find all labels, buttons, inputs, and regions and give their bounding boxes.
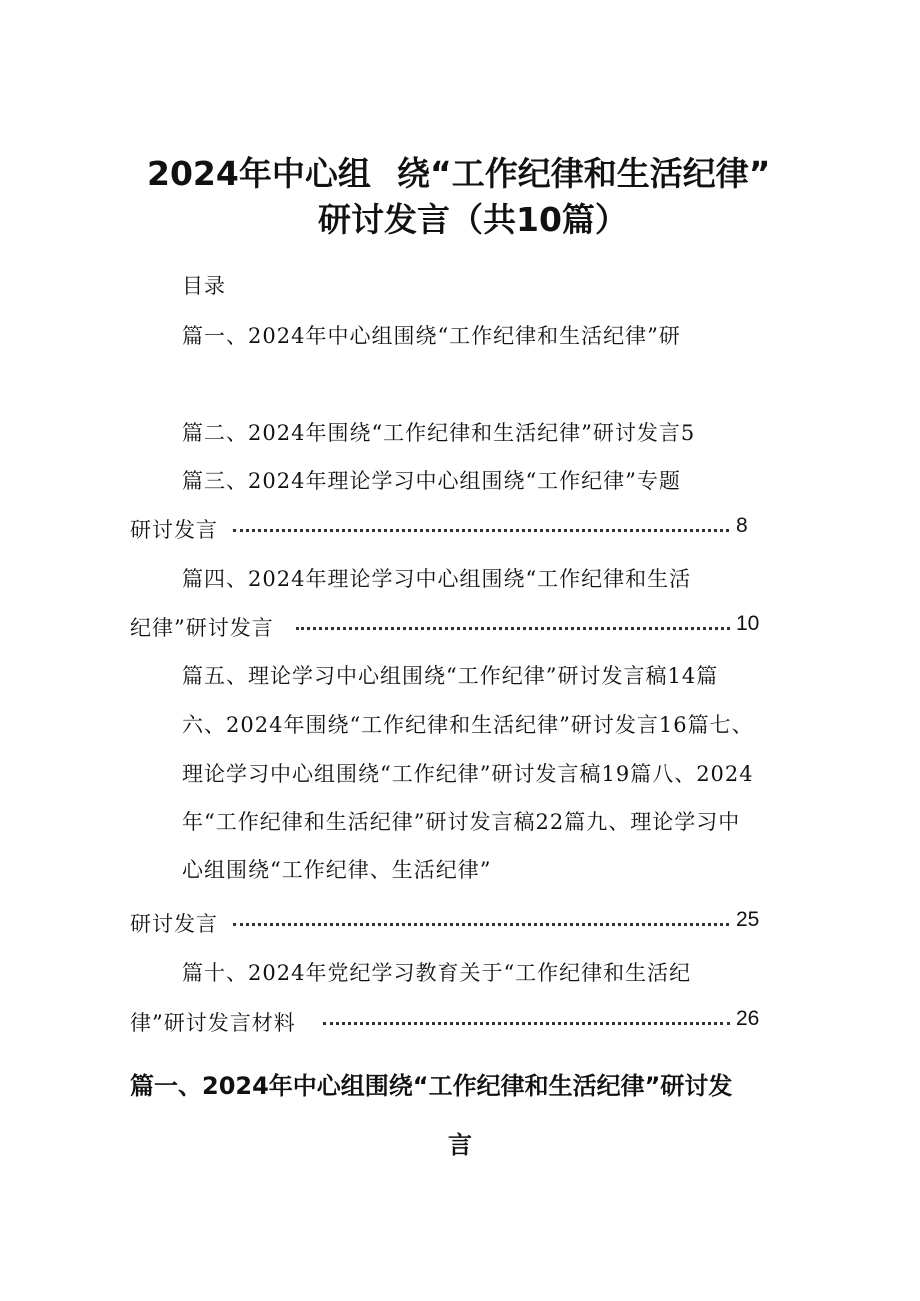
toc-entry-10-page: 26	[736, 1007, 760, 1030]
toc-entry-10[interactable]: 篇十、2024年党纪学习教育关于“工作纪律和生活纪	[182, 961, 692, 985]
toc-entry-9-cont[interactable]: 研讨发言	[130, 912, 218, 936]
toc-entry-10-leader	[323, 1022, 730, 1025]
toc-entry-3[interactable]: 篇三、2024年理论学习中心组围绕“工作纪律”专题	[182, 469, 681, 493]
toc-entry-3-leader	[233, 529, 729, 532]
toc-entry-3-page: 8	[736, 514, 748, 537]
toc-entry-4[interactable]: 篇四、2024年理论学习中心组围绕“工作纪律和生活	[182, 567, 692, 591]
toc-entry-9-page: 25	[736, 908, 760, 931]
toc-entry-5[interactable]: 篇五、理论学习中心组围绕“工作纪律”研讨发言稿14篇	[182, 664, 719, 688]
toc-entry-9[interactable]: 心组围绕“工作纪律、生活纪律”	[182, 858, 492, 882]
toc-entry-7[interactable]: 理论学习中心组围绕“工作纪律”研讨发言稿19篇八、2024	[182, 762, 754, 786]
toc-entry-8[interactable]: 年“工作纪律和生活纪律”研讨发言稿22篇九、理论学习中	[182, 810, 741, 834]
toc-entry-4-leader	[296, 627, 730, 630]
toc-entry-1[interactable]: 篇一、2024年中心组围绕“工作纪律和生活纪律”研	[182, 324, 681, 348]
doc-title-line1-part2: 绕“工作纪律和生活纪律”	[397, 154, 771, 193]
toc-entry-4-cont[interactable]: 纪律”研讨发言	[130, 616, 274, 640]
toc-entry-10-cont[interactable]: 律”研讨发言材料	[130, 1011, 296, 1035]
toc-entry-9-leader	[233, 923, 729, 926]
section-heading-line2: 言	[448, 1131, 472, 1159]
toc-entry-2[interactable]: 篇二、2024年围绕“工作纪律和生活纪律”研讨发言5	[182, 421, 696, 445]
doc-title-line2: 研讨发言（共10篇）	[318, 200, 628, 239]
toc-entry-3-cont[interactable]: 研讨发言	[130, 518, 218, 542]
section-heading-line1: 篇一、2024年中心组围绕“工作纪律和生活纪律”研讨发	[130, 1072, 733, 1100]
toc-entry-6[interactable]: 六、2024年围绕“工作纪律和生活纪律”研讨发言16篇七、	[182, 713, 754, 737]
toc-heading: 目录	[182, 274, 226, 298]
toc-entry-4-page: 10	[736, 612, 760, 635]
doc-title-line1-part1: 2024年中心组	[147, 154, 371, 193]
